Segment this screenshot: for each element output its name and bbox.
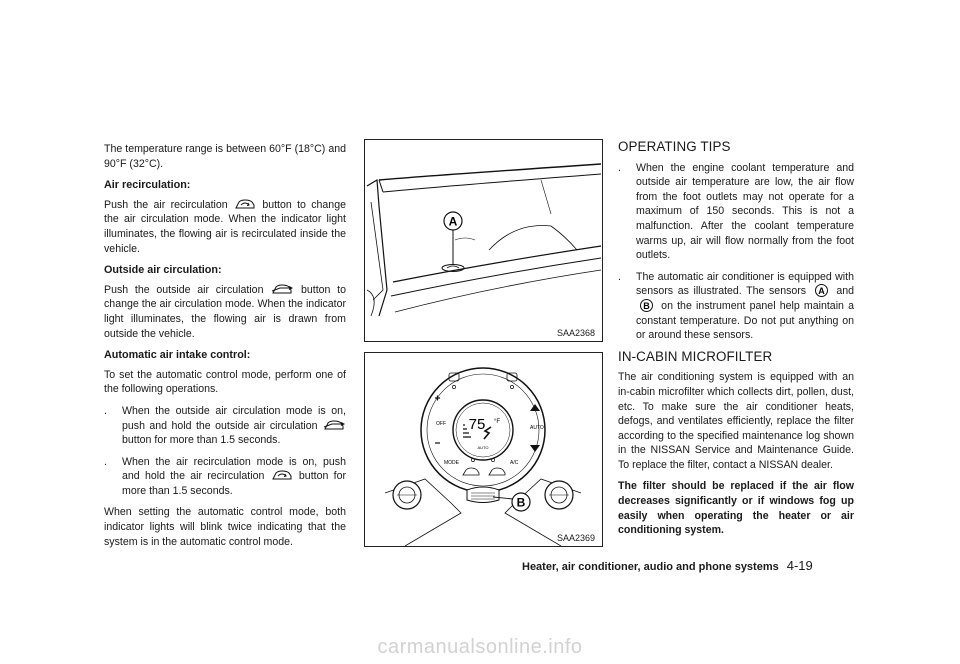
mode-button: MODE: [444, 460, 459, 466]
auto-button: AUTO: [530, 425, 544, 431]
auto-intro: To set the automatic control mode, perform one of the following operations.: [104, 368, 346, 396]
tip-bullet-2: . The automatic air conditioner is equipped with sensors as illustrated. The sensors A and B on the instrument panel help maintain a constant temperature. Do not put anything on or around these sensors.: [618, 270, 855, 342]
outside-air-icon: [271, 284, 293, 294]
microfilter-heading: IN-CABIN MICROFILTER: [618, 348, 773, 364]
microfilter-text: The air conditioning system is equipped with an in-cabin microfilter which collects dirt, pollen, dust, etc. To make sure the air conditioner heats, defogs, and ventilates efficiently, replace the filter according to the specified maintenance log shown in the NISSAN Service and Maintenance Guide. To replace the filter, contact a NISSAN dealer.: [618, 371, 854, 471]
figure-control-panel: [364, 352, 603, 547]
figure-code: SAA2369: [556, 533, 595, 543]
display-auto: AUTO: [477, 445, 489, 450]
svg-text:B: B: [643, 300, 650, 311]
microfilter-warning: The filter should be replaced if the air flow decreases significantly or if windows fog up easily when operating the heater or air conditioning system.: [618, 480, 854, 537]
auto-bullet-1: . When the outside air circulation mode is on, push and hold the outside air circulation button for more than 1.5 seconds.: [104, 404, 346, 447]
callout-a: A: [448, 214, 458, 229]
off-button: OFF: [436, 421, 446, 427]
page-number: 4-19: [786, 558, 813, 573]
windshield-illustration: [365, 140, 602, 341]
right-column: [618, 140, 854, 545]
sensor-a-marker: [815, 284, 828, 297]
recirc-heading: Air recirculation:: [104, 179, 191, 192]
outside-air-icon: [323, 420, 345, 430]
watermark: carmanualsonline.info: [377, 636, 583, 658]
figure-code: SAA2368: [556, 328, 595, 338]
ac-button: A/C: [510, 460, 519, 466]
footer-section-title: Heater, air conditioner, audio and phone systems: [522, 561, 779, 573]
closing-text: When setting the automatic control mode, both indicator lights will blink twice indicating that the system is in the automatic control mode.: [104, 506, 346, 548]
recirculation-icon: [234, 199, 256, 209]
bullet-dot: .: [618, 270, 621, 283]
figure-windshield-sensor: [364, 139, 603, 342]
auto-heading: Automatic air intake control:: [104, 349, 251, 362]
outside-heading: Outside air circulation:: [104, 264, 222, 277]
recirc-text: Push the air recirculation button to change the air circulation mode. When the indicator light illuminates, the flowing air is recirculated inside the vehicle.: [104, 198, 346, 255]
svg-text:A: A: [817, 286, 825, 297]
tip-bullet-1: . When the engine coolant temperature and outside air temperature are low, the air flow from the foot outlets may not operate for a maximum of 150 seconds. This is not a malfunction. After the coolant temperature warms up, air will flow normally from the foot outlets.: [618, 161, 854, 262]
outside-text: Push the outside air circulation button to change the air circulation mode. When the indicator light illuminates, the flowing air is drawn from outside the vehicle.: [104, 283, 346, 340]
bullet-dot: .: [618, 161, 621, 174]
bullet-dot: .: [104, 404, 107, 417]
sensor-b-marker: [640, 299, 653, 312]
bullet-dot: .: [104, 455, 107, 468]
page-footer: [522, 558, 813, 573]
auto-bullet-2: . When the air recirculation mode is on, push and hold the air recirculation button for more than 1.5 seconds.: [104, 455, 346, 497]
callout-b: B: [516, 495, 526, 510]
temp-range-text: The temperature range is between 60°F (18°C) and 90°F (32°C).: [104, 143, 346, 170]
operating-tips-heading: OPERATING TIPS: [618, 139, 731, 154]
control-panel-illustration: [365, 353, 602, 546]
display-unit: °F: [494, 419, 501, 425]
display-temperature: 75: [468, 416, 486, 433]
recirculation-icon: [271, 470, 293, 480]
left-column: [104, 142, 346, 556]
